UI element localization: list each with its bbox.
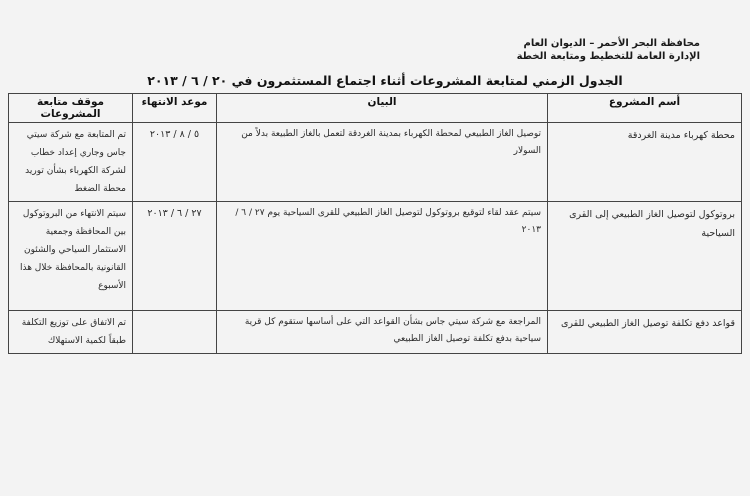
projects-table (8, 93, 742, 354)
cell-project: محطة كهرباء مدينة الغردقة (548, 123, 742, 202)
table-row (9, 123, 742, 202)
cell-status: تم الاتفاق على توزيع التكلفة طبقاً لكمية الاستهلاك (9, 311, 133, 354)
cell-project: قواعد دفع تكلفة توصيل الغاز الطبيعي للقرى (548, 311, 742, 354)
column-header-project: أسم المشروع (548, 94, 742, 123)
cell-statement: المراجعة مع شركة سيتي جاس بشأن القواعد التي على أساسها ستقوم كل قرية سياحية بدفع تكلفة توصيل الغاز الطبيعي (217, 311, 548, 354)
table-header-row (9, 94, 742, 123)
column-header-deadline: موعد الانتهاء (133, 94, 217, 123)
cell-project: بروتوكول لتوصيل الغاز الطبيعي إلى القرى السياحية (548, 202, 742, 311)
header-governorate: محافظة البحر الأحمر – الديوان العام (523, 38, 700, 49)
header-department: الإدارة العامة للتخطيط ومتابعة الخطة (516, 51, 700, 62)
table-row (9, 202, 742, 311)
cell-status: تم المتابعة مع شركة سيتي جاس وجاري إعداد خطاب لشركة الكهرباء بشأن توريد محطة الضغط (9, 123, 133, 202)
column-header-status: موقف متابعة المشروعات (9, 94, 133, 123)
cell-statement: سيتم عقد لقاء لتوقيع بروتوكول لتوصيل الغاز الطبيعي للقرى السياحية يوم ٢٧ / ٦ / ٢٠١٣ (217, 202, 548, 311)
document-title: الجدول الزمني لمتابعة المشروعات أثناء اجتماع المستثمرون في ٢٠ / ٦ / ٢٠١٣ (147, 73, 623, 88)
table-row (9, 311, 742, 354)
column-header-statement: البيان (217, 94, 548, 123)
cell-deadline: ٥ / ٨ / ٢٠١٣ (133, 123, 217, 202)
cell-deadline: ٢٧ / ٦ / ٢٠١٣ (133, 202, 217, 311)
cell-status: سيتم الانتهاء من البروتوكول بين المحافظة وجمعية الاستثمار السياحي والشئون القانونية بالمحافظة خلال هذا الأسبوع (9, 202, 133, 311)
cell-statement: توصيل الغاز الطبيعي لمحطة الكهرباء بمدينة الغردقة لتعمل بالغاز الطبيعة بدلاً من السولار (217, 123, 548, 202)
cell-deadline (133, 311, 217, 354)
